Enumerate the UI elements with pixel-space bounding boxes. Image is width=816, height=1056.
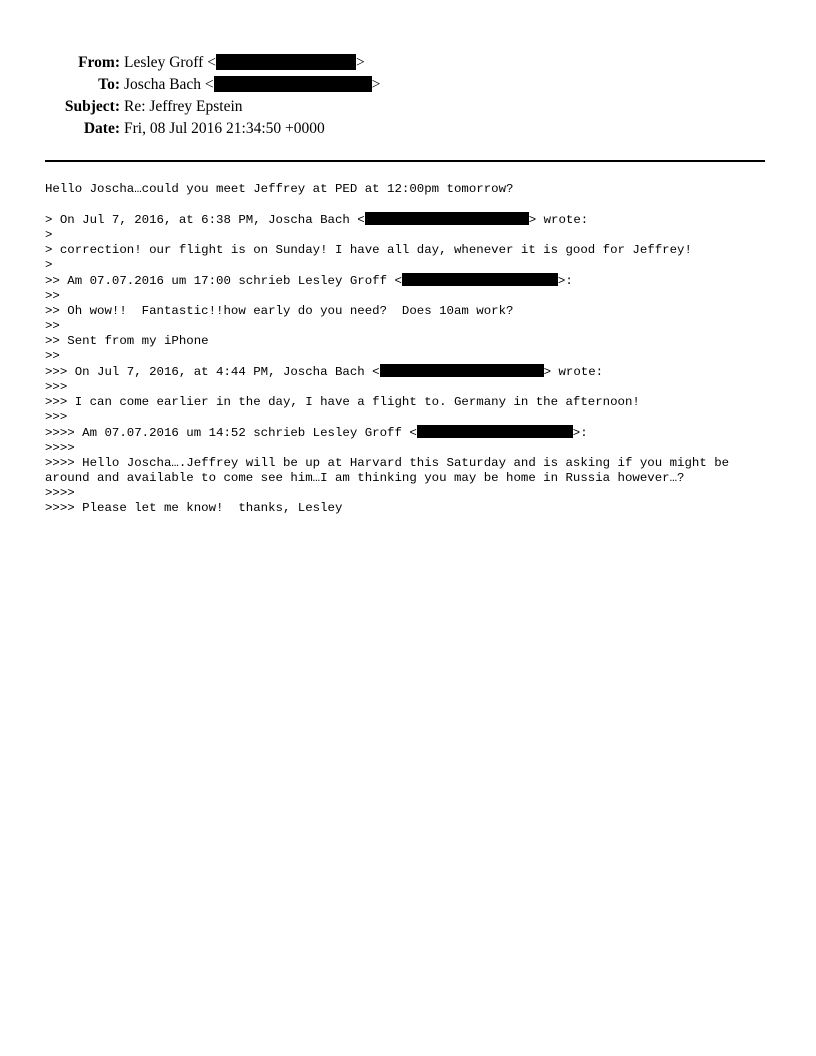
to-email-redaction	[214, 76, 372, 92]
email-redaction	[380, 364, 544, 377]
email-redaction	[417, 425, 573, 438]
quote-intro: >>>> Am 07.07.2016 um 14:52 schrieb Lesley Groff < >:	[45, 426, 588, 440]
quote-line: >>	[45, 349, 60, 363]
to-close: >	[371, 76, 381, 93]
quote-line: >> Oh wow!! Fantastic!!how early do you need? Does 10am work?	[45, 304, 514, 318]
date-value: Fri, 08 Jul 2016 21:34:50 +0000	[124, 120, 325, 137]
from-close: >	[355, 54, 365, 71]
quote-line: >>	[45, 289, 60, 303]
date-row	[0, 118, 816, 140]
email-redaction	[365, 212, 529, 225]
quote-line: > correction! our flight is on Sunday! I have all day, whenever it is good for Jeffrey!	[45, 243, 692, 257]
email-body	[45, 182, 775, 516]
subject-label: Subject:	[64, 98, 120, 115]
quote-line: >>>> Please let me know! thanks, Lesley	[45, 501, 343, 515]
date-label: Date:	[83, 120, 120, 137]
from-email-redaction	[216, 54, 356, 70]
email-header	[0, 52, 816, 140]
subject-value: Re: Jeffrey Epstein	[124, 98, 243, 115]
to-row	[0, 74, 816, 96]
greeting-line: Hello Joscha…could you meet Jeffrey at PED at 12:00pm tomorrow?	[45, 182, 514, 196]
quote-line: >>	[45, 319, 60, 333]
quote-intro: >> Am 07.07.2016 um 17:00 schrieb Lesley Groff < >:	[45, 274, 573, 288]
quote-line: >>> I can come earlier in the day, I have a flight to. Germany in the afternoon!	[45, 395, 640, 409]
to-name: Joscha Bach <	[124, 76, 214, 93]
quote-line: >>>	[45, 380, 68, 394]
quote-line: >	[45, 258, 53, 272]
header-divider	[45, 160, 765, 162]
quote-line: >>>	[45, 410, 68, 424]
quote-line: >>>>	[45, 486, 75, 500]
quote-line: >	[45, 228, 53, 242]
quote-line: >>>>	[45, 441, 75, 455]
from-row	[0, 52, 816, 74]
from-name: Lesley Groff <	[124, 54, 216, 71]
from-label: From:	[78, 54, 120, 71]
quote-intro: >>> On Jul 7, 2016, at 4:44 PM, Joscha Bach < > wrote:	[45, 365, 604, 379]
quote-intro: > On Jul 7, 2016, at 6:38 PM, Joscha Bach < > wrote:	[45, 213, 589, 227]
to-label: To:	[98, 76, 120, 93]
quote-line: >> Sent from my iPhone	[45, 334, 209, 348]
email-redaction	[402, 273, 558, 286]
subject-row	[0, 96, 816, 118]
quote-line: >>>> Hello Joscha….Jeffrey will be up at Harvard this Saturday and is asking if you might be around and available to come see him…I am thinking you may be home in Russia however…?	[45, 456, 737, 485]
